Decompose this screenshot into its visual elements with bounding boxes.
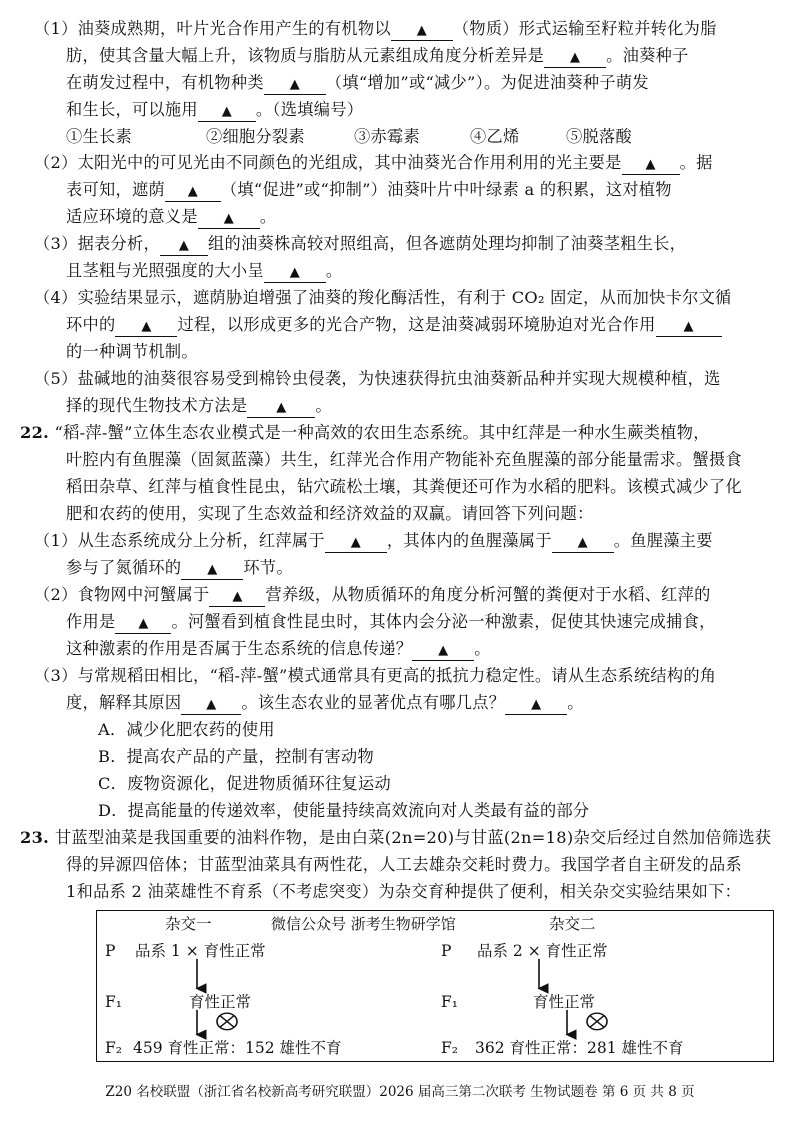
option-5: ⑤脱落酸 xyxy=(566,127,632,146)
q21-4-line-1: （4）实验结果显示，遮荫胁迫增强了油葵的羧化酶活性，有利于 CO₂ 固定，从而加快卡尔文循 xyxy=(34,288,732,307)
f1-label-2: F₁ xyxy=(441,993,458,1011)
answer-blank[interactable]: ▲ xyxy=(656,318,722,337)
answer-blank[interactable]: ▲ xyxy=(209,588,265,607)
answer-blank[interactable]: ▲ xyxy=(391,22,453,41)
f2-label-2: F₂ xyxy=(441,1039,458,1057)
q21-3-line-2: 且茎粗与光照强度的大小呈 ▲ 。 xyxy=(66,260,342,283)
q23-stem-line-3 xyxy=(66,881,741,903)
selfing-icon xyxy=(587,1013,607,1029)
p-label-2: P xyxy=(441,942,452,960)
q22-stem-line-3: 稻田杂草、红萍与植食性昆虫，钻穴疏松土壤，其粪便还可作为水稻的肥料。该模式减少了化 xyxy=(66,477,742,496)
choice-a: A．减少化肥农药的使用 xyxy=(98,720,275,739)
answer-blank[interactable]: ▲ xyxy=(115,615,171,634)
q21-2-line-3: 适应环境的意义是 ▲ 。 xyxy=(66,206,276,229)
stem-text: 得的异源四倍体；甘蓝型油菜具有两性花，人工去雄杂交耗时费力。我国学者自主研发的品系 xyxy=(66,855,742,874)
stem-text: 甘蓝型油菜是我国重要的油料作物，是由白菜(2n=20)与甘蓝(2n=18)杂交后经过自然加倍筛选获 xyxy=(55,828,772,847)
cross-1-title: 杂交一 xyxy=(165,915,212,933)
q22-stem-line-1: 22. “稻-萍-蟹”立体生态农业模式是一种高效的农田生态系统。其中红萍是一种水生蕨类植物， xyxy=(20,423,710,442)
question-number: 22. xyxy=(20,423,50,442)
q21-3-line-1: （3）据表分析， ▲ 组的油葵株高较对照组高，但各遮荫处理均抑制了油葵茎粗生长， xyxy=(34,233,686,256)
page-footer: Z20 名校联盟（浙江省名校新高考研究联盟）2026 届高三第二次联考 生物试题卷 第 6 页 共 8 页 xyxy=(105,1084,695,1100)
cross-2-title: 杂交二 xyxy=(549,915,596,933)
answer-blank[interactable]: ▲ xyxy=(181,561,243,580)
answer-blank[interactable]: ▲ xyxy=(622,156,680,175)
q21-1-line-4: 和生长，可以施用 ▲ 。（选填编号） xyxy=(66,99,363,122)
f2-result-2: 362 育性正常：281 雄性不育 xyxy=(475,1039,684,1057)
q22-stem-line-2: 叶腔内有鱼腥藻（固氮蓝藻）共生，红萍光合作用产物能补充鱼腥藻的部分能量需求。蟹摄食 xyxy=(66,450,742,469)
p-label-1: P xyxy=(105,942,116,960)
q22-2-line-3: 这种激素的作用是否属于生态系统的信息传递？ ▲ 。 xyxy=(66,638,491,661)
answer-blank[interactable]: ▲ xyxy=(505,696,567,715)
q21-1-line-3: 在萌发过程中，有机物种类 ▲ （填“增加”或“减少”）。为促进油葵种子萌发 xyxy=(66,72,649,95)
q23-stem-line-1 xyxy=(20,827,771,849)
q21-5-line-1: （5）盐碱地的油葵很容易受到棉铃虫侵袭，为快速获得抗虫油葵新品种并实现大规模种植，选 xyxy=(34,369,721,388)
option-1: ①生长素 xyxy=(66,127,132,146)
q22-1-line-1: （1）从生态系统成分上分析，红萍属于 ▲ ，其体内的鱼腥藻属于 ▲ 。鱼腥藻主要 xyxy=(34,530,713,553)
answer-blank[interactable]: ▲ xyxy=(544,49,606,68)
q22-1-line-2: 参与了氮循环的 ▲ 环节。 xyxy=(66,557,293,580)
selfing-icon xyxy=(217,1013,237,1029)
p-cross-1: 品系 1 × 育性正常 xyxy=(135,942,266,960)
choice-d: D．提高能量的传递效率，使能量持续高效流向对人类最有益的部分 xyxy=(98,801,590,820)
q21-1-line-1: （1）油葵成熟期，叶片光合作用产生的有机物以 ▲ （物质）形式运输至籽粒并转化为脂 xyxy=(34,18,717,41)
q22-3-line-2: 度，解释其原因 ▲ 。该生态农业的显著优点有哪几点？ ▲ 。 xyxy=(66,692,584,715)
answer-blank[interactable]: ▲ xyxy=(264,264,326,283)
answer-blank[interactable]: ▲ xyxy=(264,76,326,95)
answer-blank[interactable]: ▲ xyxy=(115,318,177,337)
option-4: ④乙烯 xyxy=(470,127,520,146)
f1-value-1: 育性正常 xyxy=(189,993,252,1011)
q21-4-line-3: 的一种调节机制。 xyxy=(66,342,198,361)
q21-4-line-2: 环中的 ▲ 过程，以形成更多的光合产物，这是油葵减弱环境胁迫对光合作用 ▲ xyxy=(66,314,722,337)
answer-blank[interactable]: ▲ xyxy=(165,183,221,202)
q21-2-line-2: 表可知，遮荫 ▲ （填“促进”或“抑制”）油葵叶片中叶绿素 a 的积累，这对植物 xyxy=(66,179,672,202)
answer-blank[interactable]: ▲ xyxy=(181,696,241,715)
f1-value-2: 育性正常 xyxy=(533,993,596,1011)
answer-blank[interactable]: ▲ xyxy=(552,534,614,553)
watermark: 微信公众号 浙考生物研学馆 xyxy=(271,915,456,933)
p-cross-2: 品系 2 × 育性正常 xyxy=(477,942,608,960)
q21-1-line-2: 肪，使其含量大幅上升，该物质与脂肪从元素组成角度分析差异是 ▲ 。油葵种子 xyxy=(66,45,689,68)
question-number: 23. xyxy=(20,828,55,847)
cross-diagram xyxy=(96,910,774,1062)
answer-blank[interactable]: ▲ xyxy=(198,103,256,122)
q22-2-line-2: 作用是 ▲ 。河蟹看到植食性昆虫时，其体内会分泌一种激素，促使其快速完成捕食， xyxy=(66,611,716,634)
f1-label-1: F₁ xyxy=(105,993,122,1011)
q22-3-line-1: （3）与常规稻田相比，“稻-萍-蟹”模式通常具有更高的抵抗力稳定性。请从生态系统结构的角 xyxy=(34,666,717,685)
choice-c: C．废物资源化，促进物质循环往复运动 xyxy=(98,774,391,793)
answer-blank[interactable]: ▲ xyxy=(198,210,260,229)
answer-blank[interactable]: ▲ xyxy=(325,534,387,553)
answer-blank[interactable]: ▲ xyxy=(247,399,315,418)
q21-5-line-2: 择的现代生物技术方法是 ▲ 。 xyxy=(66,395,332,418)
q22-2-line-1: （2）食物网中河蟹属于 ▲ 营养级，从物质循环的角度分析河蟹的粪便对于水稻、红萍的 xyxy=(34,584,711,607)
f2-label-1: F₂ xyxy=(105,1039,122,1057)
choice-b: B．提高农产品的产量，控制有害动物 xyxy=(98,747,374,766)
q23-stem-line-2 xyxy=(66,854,742,876)
option-3: ③赤霉素 xyxy=(354,127,420,146)
answer-blank[interactable]: ▲ xyxy=(160,237,208,256)
answer-blank[interactable]: ▲ xyxy=(412,642,474,661)
stem-text: 1和品系 2 油菜雄性不育系（不考虑突变）为杂交育种提供了便利，相关杂交实验结果如下： xyxy=(66,882,742,901)
option-2: ②细胞分裂素 xyxy=(206,127,305,146)
q22-stem-line-4: 肥和农药的使用，实现了生态效益和经济效益的双赢。请回答下列问题： xyxy=(66,504,594,523)
f2-result-1: 459 育性正常：152 雄性不育 xyxy=(133,1039,342,1057)
q21-2-line-1: （2）太阳光中的可见光由不同颜色的光组成，其中油葵光合作用利用的光主要是 ▲ 。据 xyxy=(34,152,713,175)
cross-arrows xyxy=(97,911,773,1061)
